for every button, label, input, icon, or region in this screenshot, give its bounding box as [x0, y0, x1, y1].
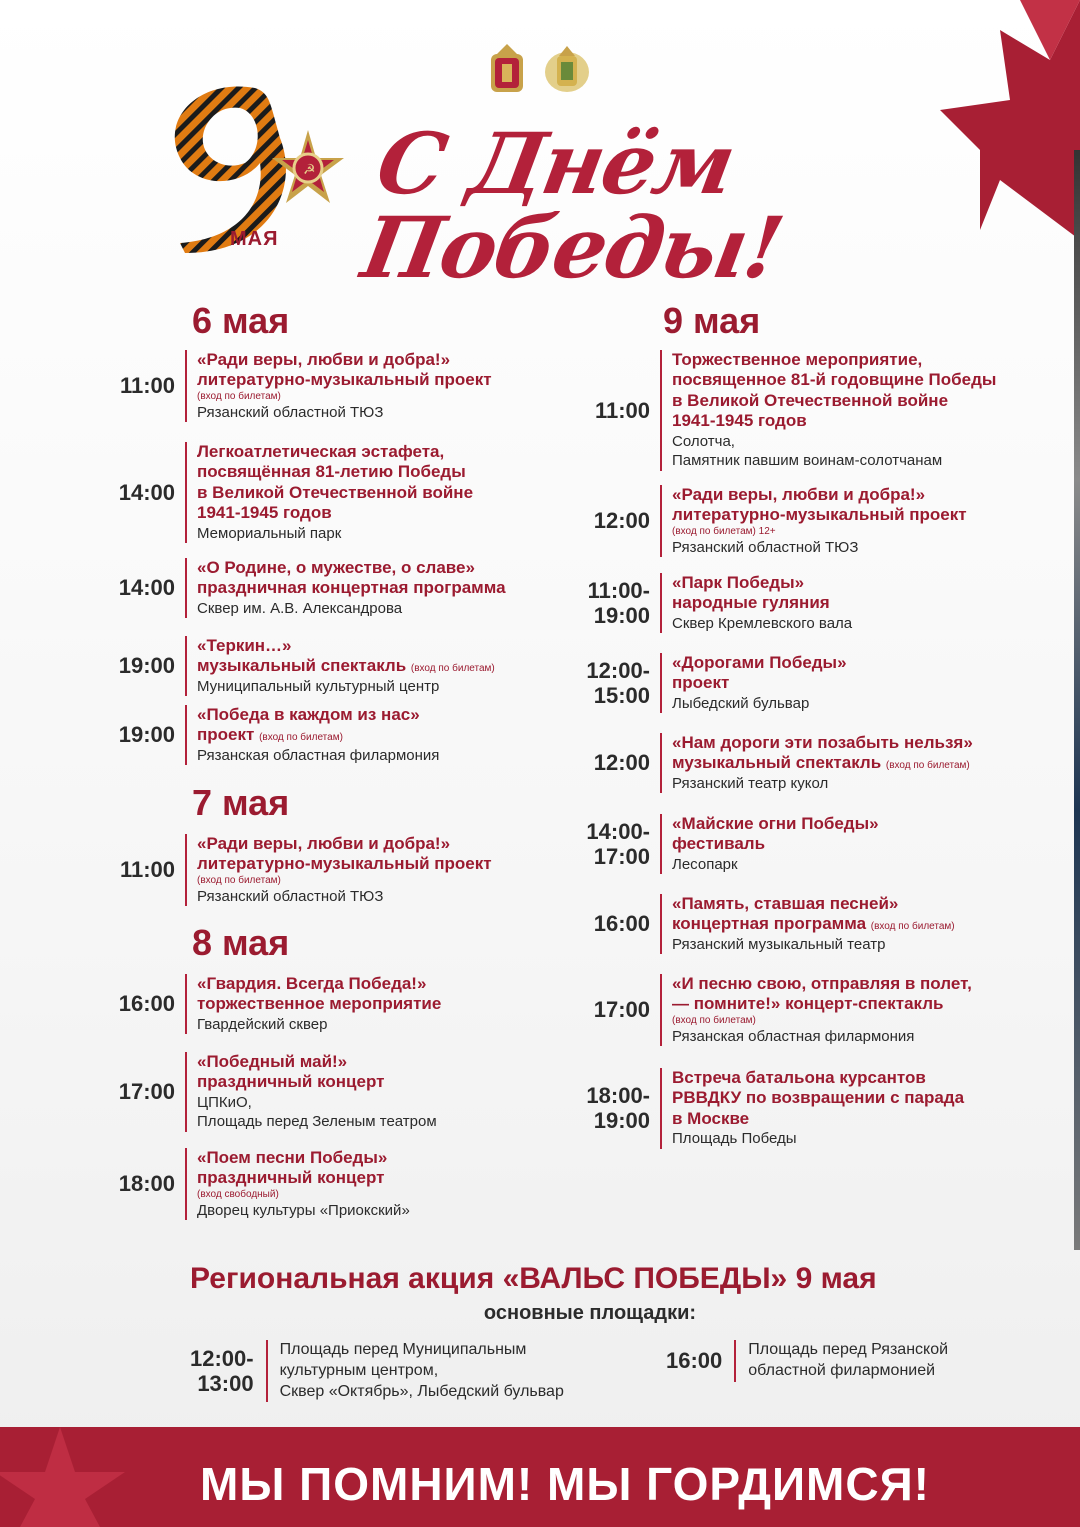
event-9-6	[580, 814, 879, 874]
event-place: Солотча, Памятник павшим воинам-солотчанам	[672, 432, 943, 470]
event-6-1	[105, 350, 492, 422]
event-title: «Победный май!» праздничный концерт	[197, 1052, 385, 1092]
event-place: Рязанский театр кукол	[672, 774, 829, 792]
event-time: 12:00	[593, 508, 650, 534]
event-place: Рязанский областной ТЮЗ	[672, 538, 859, 556]
event-time: 14:00	[118, 575, 175, 601]
regional-emblem-icon	[542, 42, 592, 96]
event-place: ЦПКиО, Площадь перед Зеленым театром	[197, 1093, 437, 1131]
event-title: «И песню свою, отправляя в полет, — помните!» концерт-спектакль	[672, 974, 972, 1014]
event-time: 19:00	[118, 653, 175, 679]
event-time: 16:00	[118, 991, 175, 1017]
event-place: Рязанский областной ТЮЗ	[197, 887, 384, 905]
waltz-time: 12:00- 13:00	[190, 1345, 254, 1397]
event-place: Мемориальный парк	[197, 524, 342, 542]
event-title: «Победа в каждом из нас» проект (вход по билетам)	[197, 705, 420, 745]
ticket-note: (вход по билетам)	[259, 732, 343, 744]
event-6-3	[105, 558, 506, 618]
event-time: 19:00	[118, 722, 175, 748]
event-time: 16:00	[593, 911, 650, 937]
event-time: 14:00	[118, 479, 175, 505]
event-title: «Ради веры, любви и добра!» литературно-музыкальный проект	[672, 485, 967, 525]
waltz-place: Площадь перед Рязанской областной филармонией	[734, 1340, 948, 1382]
event-8-2	[105, 1052, 437, 1132]
event-title: «О Родине, о мужестве, о славе» праздничная концертная программа	[197, 558, 506, 598]
coat-of-arms-icon	[485, 42, 529, 96]
event-time: 11:00	[119, 373, 175, 399]
event-title: «Память, ставшая песней» концертная программа (вход по билетам)	[672, 894, 955, 934]
day-title-7-may: 7 мая	[192, 782, 290, 823]
event-place: Сквер Кремлевского вала	[672, 614, 853, 632]
event-time: 14:00- 17:00	[586, 818, 650, 870]
event-9-8	[580, 974, 972, 1046]
event-8-3	[105, 1148, 410, 1220]
event-place: Рязанская областная филармония	[197, 746, 440, 764]
event-place: Лыбедский бульвар	[672, 694, 810, 712]
waltz-venue-1	[190, 1340, 564, 1402]
event-9-2	[580, 485, 967, 557]
waltz-time: 16:00	[666, 1348, 723, 1374]
event-place: Рязанский областной ТЮЗ	[197, 403, 384, 421]
ticket-note: (вход по билетам) 12+	[672, 525, 776, 537]
event-title: «Поем песни Победы» праздничный концерт	[197, 1148, 388, 1188]
event-time: 11:00- 19:00	[587, 577, 650, 629]
red-star-decoration	[940, 0, 1080, 240]
event-place: Площадь Победы	[672, 1130, 797, 1148]
event-title: «Майские огни Победы» фестиваль	[672, 814, 879, 854]
event-6-2	[105, 442, 473, 543]
event-time: 11:00	[594, 397, 650, 423]
event-time: 17:00	[118, 1079, 175, 1105]
ticket-note: (вход по билетам)	[672, 1014, 756, 1026]
may-label: МАЯ	[230, 228, 279, 250]
edge-strip	[1074, 150, 1080, 1250]
svg-text:☭: ☭	[303, 162, 316, 178]
event-6-4	[105, 636, 495, 696]
footer-slogan: МЫ ПОМНИМ! МЫ ГОРДИМСЯ!	[200, 1458, 930, 1510]
event-title: Торжественное мероприятие, посвященное 81-й годовщине Победы в Великой Отечественной войне 1941-1945 годов	[672, 350, 997, 431]
day-title-6-may: 6 мая	[192, 300, 290, 341]
event-9-7	[580, 894, 955, 954]
ticket-note: (вход свободный)	[197, 1188, 279, 1200]
waltz-action-title: Региональная акция «ВАЛЬС ПОБЕДЫ» 9 мая	[190, 1262, 877, 1295]
event-7-1	[105, 834, 492, 906]
event-place: Дворец культуры «Приокский»	[197, 1201, 410, 1219]
event-place: Муниципальный культурный центр	[197, 677, 440, 695]
ticket-note: (вход по билетам)	[197, 390, 281, 402]
event-time: 12:00	[593, 750, 650, 776]
event-title: «Гвардия. Всегда Победа!» торжественное мероприятие	[197, 974, 442, 1014]
event-6-5	[105, 705, 439, 765]
event-title: «Дорогами Победы» проект	[672, 653, 847, 693]
event-place: Рязанский музыкальный театр	[672, 935, 886, 953]
event-8-1	[105, 974, 441, 1034]
event-9-3	[580, 573, 852, 633]
event-place: Лесопарк	[672, 855, 738, 873]
waltz-subtitle: основные площадки:	[483, 1302, 697, 1324]
event-place: Гвардейский сквер	[197, 1015, 328, 1033]
day-title-9-may: 9 мая	[663, 300, 761, 341]
event-title: «Ради веры, любви и добра!» литературно-музыкальный проект	[197, 350, 492, 390]
ticket-note: (вход по билетам)	[197, 874, 281, 886]
waltz-venue-2	[666, 1340, 948, 1382]
event-place: Рязанская областная филармония	[672, 1027, 915, 1045]
ticket-note: (вход по билетам)	[410, 663, 495, 675]
ticket-note: (вход по билетам)	[870, 921, 955, 933]
event-title: «Парк Победы» народные гуляния	[672, 573, 830, 613]
day-title-8-may: 8 мая	[192, 922, 290, 963]
event-9-9	[565, 1068, 964, 1149]
waltz-place: Площадь перед Муниципальным культурным центром, Сквер «Октябрь», Лыбедский бульвар	[266, 1340, 564, 1402]
event-9-5	[580, 733, 973, 793]
event-9-4	[580, 653, 847, 713]
event-title: «Ради веры, любви и добра!» литературно-музыкальный проект	[197, 834, 492, 874]
event-time: 11:00	[119, 857, 175, 883]
ticket-note: (вход по билетам)	[885, 760, 970, 772]
victory-day-greeting: С Днём Победы!	[355, 114, 789, 297]
event-9-1	[580, 350, 996, 471]
event-title: Встреча батальона курсантов РВВДКУ по возвращении с парада в Москве	[672, 1068, 965, 1128]
event-title: Легкоатлетическая эстафета, посвящённая 81-летию Победы в Великой Отечественной войне 1941-1945 годов	[197, 442, 474, 523]
event-time: 17:00	[593, 997, 650, 1023]
event-place: Сквер им. А.В. Александрова	[197, 599, 403, 617]
event-title: «Теркин…» музыкальный спектакль (вход по билетам)	[197, 636, 495, 676]
event-title: «Нам дороги эти позабыть нельзя» музыкальный спектакль (вход по билетам)	[672, 733, 973, 773]
event-time: 12:00- 15:00	[586, 657, 650, 709]
event-time: 18:00	[118, 1171, 175, 1197]
event-time: 18:00- 19:00	[586, 1083, 650, 1134]
